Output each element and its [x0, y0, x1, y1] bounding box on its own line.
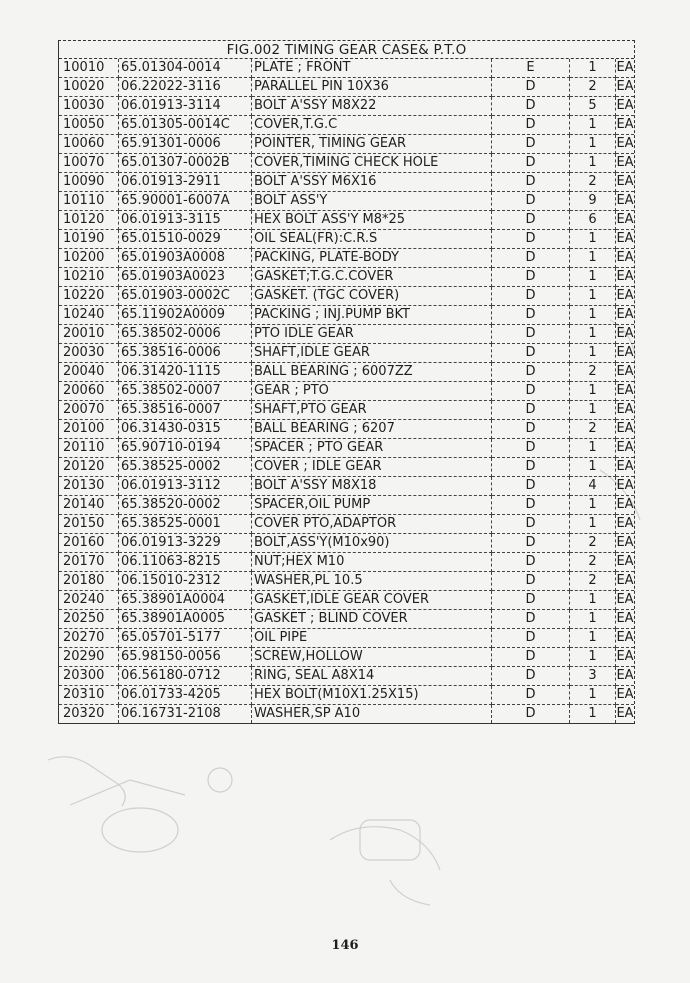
ref-number-cell: 10020 — [59, 78, 119, 97]
code-cell: D — [492, 496, 570, 515]
parts-list — [58, 40, 635, 724]
unit-cell: EA — [616, 420, 635, 439]
ref-number-cell: 20160 — [59, 534, 119, 553]
unit-cell: EA — [616, 173, 635, 192]
quantity-cell: 1 — [570, 306, 616, 325]
description-cell: PARALLEL PIN 10X36 — [252, 78, 492, 97]
ref-number-cell: 20240 — [59, 591, 119, 610]
table-row — [59, 591, 634, 610]
page-number: 146 — [331, 938, 359, 953]
quantity-cell: 1 — [570, 458, 616, 477]
quantity-cell: 2 — [570, 572, 616, 591]
table-row — [59, 477, 634, 496]
ref-number-cell: 10220 — [59, 287, 119, 306]
table-row — [59, 306, 634, 325]
part-number-cell: 06.01913-3229 — [119, 534, 252, 553]
description-cell: BOLT ASS'Y — [252, 192, 492, 211]
unit-cell: EA — [616, 211, 635, 230]
unit-cell: EA — [616, 477, 635, 496]
table-row — [59, 173, 634, 192]
ref-number-cell: 20060 — [59, 382, 119, 401]
description-cell: COVER PTO,ADAPTOR — [252, 515, 492, 534]
code-cell: D — [492, 553, 570, 572]
ref-number-cell: 10090 — [59, 173, 119, 192]
part-number-cell: 06.22022-3116 — [119, 78, 252, 97]
part-number-cell: 65.38525-0002 — [119, 458, 252, 477]
unit-cell: EA — [616, 116, 635, 135]
unit-cell: EA — [616, 458, 635, 477]
quantity-cell: 1 — [570, 325, 616, 344]
ref-number-cell: 20070 — [59, 401, 119, 420]
quantity-cell: 1 — [570, 154, 616, 173]
code-cell: D — [492, 116, 570, 135]
part-number-cell: 06.01913-3112 — [119, 477, 252, 496]
unit-cell: EA — [616, 154, 635, 173]
code-cell: D — [492, 382, 570, 401]
ref-number-cell: 20290 — [59, 648, 119, 667]
ref-number-cell: 20110 — [59, 439, 119, 458]
quantity-cell: 9 — [570, 192, 616, 211]
quantity-cell: 2 — [570, 173, 616, 192]
part-number-cell: 65.91301-0006 — [119, 135, 252, 154]
part-number-cell: 06.01913-3115 — [119, 211, 252, 230]
part-number-cell: 65.01307-0002B — [119, 154, 252, 173]
unit-cell: EA — [616, 135, 635, 154]
code-cell: D — [492, 154, 570, 173]
unit-cell: EA — [616, 344, 635, 363]
code-cell: D — [492, 268, 570, 287]
description-cell: GEAR ; PTO — [252, 382, 492, 401]
table-row — [59, 116, 634, 135]
quantity-cell: 1 — [570, 439, 616, 458]
part-number-cell: 65.01903-0002C — [119, 287, 252, 306]
table-row — [59, 268, 634, 287]
description-cell: BALL BEARING ; 6207 — [252, 420, 492, 439]
description-cell: BOLT A'SSY M6X16 — [252, 173, 492, 192]
part-number-cell: 06.16731-2108 — [119, 705, 252, 724]
ref-number-cell: 10030 — [59, 97, 119, 116]
table-row — [59, 572, 634, 591]
quantity-cell: 1 — [570, 116, 616, 135]
ref-number-cell: 10060 — [59, 135, 119, 154]
part-number-cell: 65.38525-0001 — [119, 515, 252, 534]
description-cell: HEX BOLT ASS'Y M8*25 — [252, 211, 492, 230]
code-cell: D — [492, 78, 570, 97]
code-cell: D — [492, 325, 570, 344]
code-cell: D — [492, 211, 570, 230]
unit-cell: EA — [616, 249, 635, 268]
description-cell: PLATE ; FRONT — [252, 59, 492, 78]
table-row — [59, 401, 634, 420]
unit-cell: EA — [616, 629, 635, 648]
code-cell: D — [492, 591, 570, 610]
table-row — [59, 135, 634, 154]
quantity-cell: 1 — [570, 496, 616, 515]
part-number-cell: 65.38502-0007 — [119, 382, 252, 401]
part-number-cell: 65.11902A0009 — [119, 306, 252, 325]
description-cell: POINTER, TIMING GEAR — [252, 135, 492, 154]
table-row — [59, 610, 634, 629]
quantity-cell: 1 — [570, 610, 616, 629]
description-cell: SPACER ; PTO GEAR — [252, 439, 492, 458]
table-row — [59, 420, 634, 439]
ref-number-cell: 20010 — [59, 325, 119, 344]
description-cell: WASHER,PL 10.5 — [252, 572, 492, 591]
ref-number-cell: 10010 — [59, 59, 119, 78]
table-title: FIG.002 TIMING GEAR CASE& P.T.O — [59, 41, 634, 59]
part-number-cell: 06.11063-8215 — [119, 553, 252, 572]
table-row — [59, 686, 634, 705]
table-row — [59, 496, 634, 515]
table-row — [59, 458, 634, 477]
quantity-cell: 3 — [570, 667, 616, 686]
code-cell: D — [492, 420, 570, 439]
part-number-cell: 65.38901A0004 — [119, 591, 252, 610]
quantity-cell: 6 — [570, 211, 616, 230]
ref-number-cell: 20150 — [59, 515, 119, 534]
table-row — [59, 230, 634, 249]
description-cell: COVER,TIMING CHECK HOLE — [252, 154, 492, 173]
unit-cell: EA — [616, 97, 635, 116]
quantity-cell: 2 — [570, 553, 616, 572]
description-cell: OIL PIPE — [252, 629, 492, 648]
table-row — [59, 59, 634, 78]
table-row — [59, 382, 634, 401]
code-cell: D — [492, 363, 570, 382]
quantity-cell: 1 — [570, 344, 616, 363]
code-cell: D — [492, 648, 570, 667]
parts-table-body — [59, 59, 634, 723]
code-cell: D — [492, 192, 570, 211]
part-number-cell: 65.90710-0194 — [119, 439, 252, 458]
code-cell: D — [492, 667, 570, 686]
table-row — [59, 667, 634, 686]
ref-number-cell: 10240 — [59, 306, 119, 325]
quantity-cell: 1 — [570, 629, 616, 648]
part-number-cell: 06.31430-0315 — [119, 420, 252, 439]
unit-cell: EA — [616, 610, 635, 629]
code-cell: D — [492, 515, 570, 534]
quantity-cell: 5 — [570, 97, 616, 116]
code-cell: D — [492, 534, 570, 553]
unit-cell: EA — [616, 78, 635, 97]
quantity-cell: 1 — [570, 59, 616, 78]
ref-number-cell: 20270 — [59, 629, 119, 648]
description-cell: GASKET ; BLIND COVER — [252, 610, 492, 629]
part-number-cell: 65.38520-0002 — [119, 496, 252, 515]
table-row — [59, 97, 634, 116]
description-cell: COVER,T.G.C — [252, 116, 492, 135]
quantity-cell: 1 — [570, 401, 616, 420]
unit-cell: EA — [616, 667, 635, 686]
description-cell: PACKING, PLATE-BODY — [252, 249, 492, 268]
description-cell: BALL BEARING ; 6007ZZ — [252, 363, 492, 382]
ref-number-cell: 20170 — [59, 553, 119, 572]
code-cell: D — [492, 249, 570, 268]
description-cell: RING, SEAL A8X14 — [252, 667, 492, 686]
part-number-cell: 65.01305-0014C — [119, 116, 252, 135]
ref-number-cell: 20040 — [59, 363, 119, 382]
ref-number-cell: 20100 — [59, 420, 119, 439]
table-row — [59, 363, 634, 382]
unit-cell: EA — [616, 686, 635, 705]
unit-cell: EA — [616, 192, 635, 211]
code-cell: D — [492, 401, 570, 420]
unit-cell: EA — [616, 287, 635, 306]
quantity-cell: 1 — [570, 287, 616, 306]
code-cell: D — [492, 686, 570, 705]
part-number-cell: 06.31420-1115 — [119, 363, 252, 382]
table-row — [59, 249, 634, 268]
description-cell: OIL SEAL(FR):C.R.S — [252, 230, 492, 249]
unit-cell: EA — [616, 230, 635, 249]
code-cell: D — [492, 629, 570, 648]
quantity-cell: 4 — [570, 477, 616, 496]
unit-cell: EA — [616, 572, 635, 591]
ref-number-cell: 20250 — [59, 610, 119, 629]
code-cell: D — [492, 97, 570, 116]
part-number-cell: 06.56180-0712 — [119, 667, 252, 686]
table-row — [59, 553, 634, 572]
table-row — [59, 192, 634, 211]
ref-number-cell: 10070 — [59, 154, 119, 173]
unit-cell: EA — [616, 553, 635, 572]
unit-cell: EA — [616, 591, 635, 610]
unit-cell: EA — [616, 496, 635, 515]
quantity-cell: 1 — [570, 686, 616, 705]
table-row — [59, 629, 634, 648]
description-cell: BOLT,ASS'Y(M10x90) — [252, 534, 492, 553]
unit-cell: EA — [616, 648, 635, 667]
table-row — [59, 325, 634, 344]
unit-cell: EA — [616, 306, 635, 325]
description-cell: BOLT A'SSY M8X22 — [252, 97, 492, 116]
code-cell: D — [492, 306, 570, 325]
ref-number-cell: 10190 — [59, 230, 119, 249]
quantity-cell: 2 — [570, 78, 616, 97]
unit-cell: EA — [616, 515, 635, 534]
description-cell: SPACER,OIL PUMP — [252, 496, 492, 515]
unit-cell: EA — [616, 363, 635, 382]
unit-cell: EA — [616, 439, 635, 458]
description-cell: SHAFT,PTO GEAR — [252, 401, 492, 420]
ref-number-cell: 10200 — [59, 249, 119, 268]
quantity-cell: 1 — [570, 648, 616, 667]
ref-number-cell: 20140 — [59, 496, 119, 515]
code-cell: E — [492, 59, 570, 78]
code-cell: D — [492, 230, 570, 249]
part-number-cell: 65.38516-0006 — [119, 344, 252, 363]
part-number-cell: 65.90001-6007A — [119, 192, 252, 211]
part-number-cell: 65.01903A0023 — [119, 268, 252, 287]
part-number-cell: 65.38901A0005 — [119, 610, 252, 629]
description-cell: SCREW,HOLLOW — [252, 648, 492, 667]
code-cell: D — [492, 173, 570, 192]
description-cell: NUT;HEX M10 — [252, 553, 492, 572]
part-number-cell: 65.38516-0007 — [119, 401, 252, 420]
quantity-cell: 1 — [570, 268, 616, 287]
part-number-cell: 65.38502-0006 — [119, 325, 252, 344]
code-cell: D — [492, 572, 570, 591]
quantity-cell: 1 — [570, 230, 616, 249]
table-row — [59, 154, 634, 173]
code-cell: D — [492, 439, 570, 458]
unit-cell: EA — [616, 268, 635, 287]
part-number-cell: 06.15010-2312 — [119, 572, 252, 591]
code-cell: D — [492, 610, 570, 629]
unit-cell: EA — [616, 534, 635, 553]
part-number-cell: 65.98150-0056 — [119, 648, 252, 667]
table-row — [59, 439, 634, 458]
description-cell: GASKET,IDLE GEAR COVER — [252, 591, 492, 610]
ref-number-cell: 20180 — [59, 572, 119, 591]
table-row — [59, 211, 634, 230]
description-cell: GASKET. (TGC COVER) — [252, 287, 492, 306]
part-number-cell: 06.01913-3114 — [119, 97, 252, 116]
part-number-cell: 65.01304-0014 — [119, 59, 252, 78]
ref-number-cell: 10050 — [59, 116, 119, 135]
ref-number-cell: 20310 — [59, 686, 119, 705]
part-number-cell: 65.05701-5177 — [119, 629, 252, 648]
code-cell: D — [492, 477, 570, 496]
quantity-cell: 2 — [570, 363, 616, 382]
quantity-cell: 1 — [570, 135, 616, 154]
code-cell: D — [492, 705, 570, 724]
unit-cell: EA — [616, 706, 634, 721]
ref-number-cell: 10120 — [59, 211, 119, 230]
table-row — [59, 78, 634, 97]
table-row — [59, 648, 634, 667]
description-cell: COVER ; IDLE GEAR — [252, 458, 492, 477]
part-number-cell: 06.01733-4205 — [119, 686, 252, 705]
quantity-cell: 1 — [570, 249, 616, 268]
quantity-cell: 2 — [570, 420, 616, 439]
table-row — [59, 287, 634, 306]
table-row — [59, 534, 634, 553]
ref-number-cell: 20130 — [59, 477, 119, 496]
unit-cell: EA — [616, 382, 635, 401]
code-cell: D — [492, 344, 570, 363]
ref-number-cell: 20320 — [59, 705, 119, 724]
quantity-cell: 2 — [570, 534, 616, 553]
table-row — [59, 344, 634, 363]
code-cell: D — [492, 287, 570, 306]
unit-cell: EA — [616, 325, 635, 344]
part-number-cell: 65.01903A0008 — [119, 249, 252, 268]
quantity-cell: 1 — [570, 591, 616, 610]
description-cell: WASHER,SP A10 — [252, 705, 492, 724]
parts-table — [59, 59, 634, 723]
ref-number-cell: 20300 — [59, 667, 119, 686]
ref-number-cell: 20120 — [59, 458, 119, 477]
quantity-cell: 1 — [570, 382, 616, 401]
description-cell: BOLT A'SSY M8X18 — [252, 477, 492, 496]
ref-number-cell: 20030 — [59, 344, 119, 363]
code-cell: D — [492, 135, 570, 154]
part-number-cell: 06.01913-2911 — [119, 173, 252, 192]
description-cell: HEX BOLT(M10X1.25X15) — [252, 686, 492, 705]
quantity-cell: 1 — [570, 515, 616, 534]
table-row — [59, 515, 634, 534]
description-cell: PTO IDLE GEAR — [252, 325, 492, 344]
code-cell: D — [492, 458, 570, 477]
description-cell: GASKET;T.G.C.COVER — [252, 268, 492, 287]
description-cell: PACKING ; INJ.PUMP BKT — [252, 306, 492, 325]
table-row — [59, 705, 634, 724]
unit-cell: EA — [616, 59, 635, 78]
unit-cell: EA — [616, 401, 635, 420]
part-number-cell: 65.01510-0029 — [119, 230, 252, 249]
ref-number-cell: 10110 — [59, 192, 119, 211]
ref-number-cell: 10210 — [59, 268, 119, 287]
description-cell: SHAFT,IDLE GEAR — [252, 344, 492, 363]
quantity-cell: 1 — [570, 705, 616, 724]
